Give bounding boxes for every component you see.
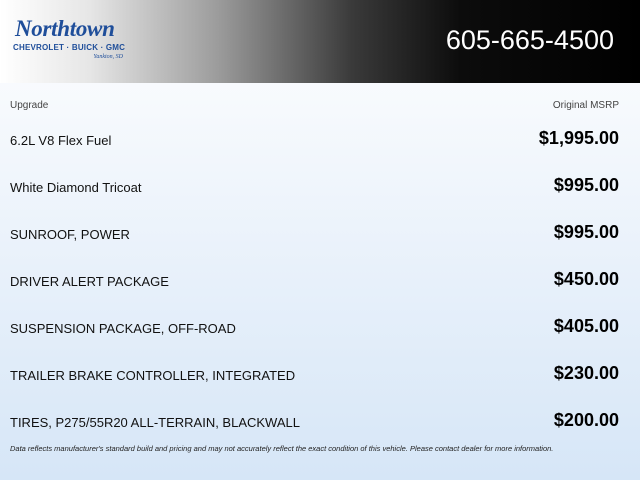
logo-wordmark: Northtown bbox=[15, 16, 115, 41]
upgrade-name: White Diamond Tricoat bbox=[10, 180, 142, 195]
upgrade-price: $995.00 bbox=[553, 222, 619, 242]
upgrade-price: $405.00 bbox=[553, 316, 619, 336]
upgrade-price: $230.00 bbox=[553, 363, 619, 383]
upgrade-name: TRAILER BRAKE CONTROLLER, INTEGRATED bbox=[10, 368, 296, 383]
upgrade-name: TIRES, P275/55R20 ALL-TERRAIN, BLACKWALL bbox=[10, 415, 300, 430]
dealer-phone[interactable]: 605-665-4500 bbox=[445, 25, 614, 55]
upgrade-price: $995.00 bbox=[553, 175, 619, 195]
column-header-msrp: Original MSRP bbox=[552, 100, 619, 111]
disclaimer-text: Data reflects manufacturer's standard build and pricing and may not accurately reflect the exact condition of this vehicle. Please contact dealer for more information. bbox=[10, 444, 554, 453]
upgrade-row bbox=[0, 128, 640, 152]
dealer-logo[interactable] bbox=[13, 16, 125, 64]
upgrade-name: SUSPENSION PACKAGE, OFF-ROAD bbox=[10, 321, 236, 336]
upgrade-row bbox=[0, 175, 640, 199]
upgrade-price: $1,995.00 bbox=[538, 128, 619, 148]
upgrade-name: SUNROOF, POWER bbox=[10, 227, 130, 242]
upgrade-price: $450.00 bbox=[553, 269, 619, 289]
upgrade-row bbox=[0, 269, 640, 293]
upgrade-row bbox=[0, 363, 640, 387]
upgrade-row bbox=[0, 316, 640, 340]
header-banner bbox=[0, 0, 640, 83]
upgrade-name: DRIVER ALERT PACKAGE bbox=[10, 274, 169, 289]
upgrade-row bbox=[0, 222, 640, 246]
upgrade-price: $200.00 bbox=[553, 410, 619, 430]
logo-city: Yankton, SD bbox=[93, 54, 123, 60]
column-header-upgrade: Upgrade bbox=[10, 100, 49, 111]
logo-brands: CHEVROLET · BUICK · GMC bbox=[13, 43, 126, 52]
upgrade-name: 6.2L V8 Flex Fuel bbox=[10, 133, 112, 148]
upgrade-row bbox=[0, 410, 640, 434]
